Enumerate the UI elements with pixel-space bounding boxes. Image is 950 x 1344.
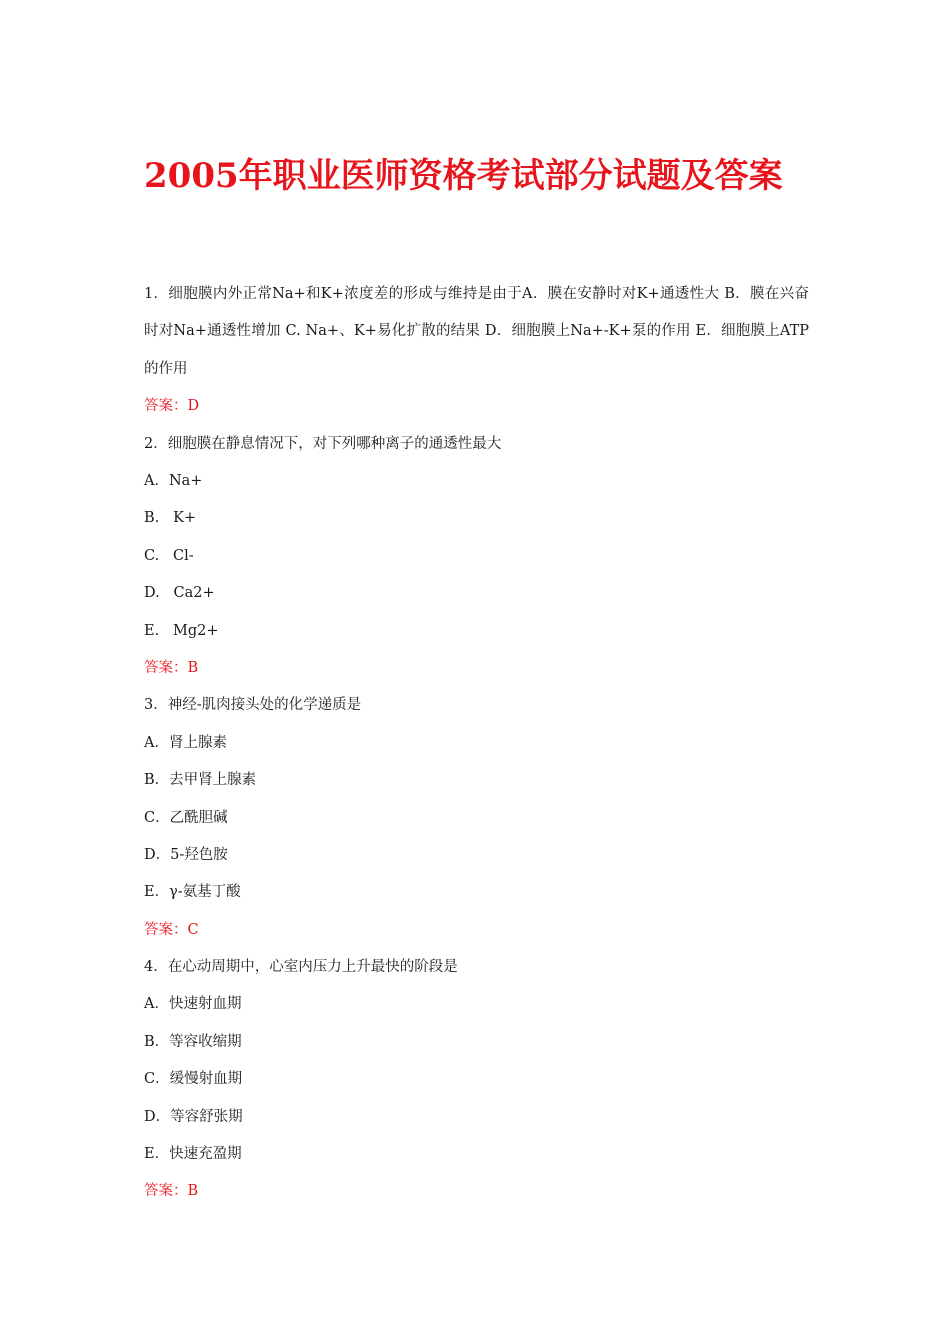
question-list [144, 276, 809, 1211]
option-a: A．肾上腺素 [144, 734, 227, 751]
question-text: 3．神经-肌肉接头处的化学递质是 [144, 697, 362, 714]
option-c: C．乙酰胆碱 [144, 809, 228, 826]
answer-text: 答案：B [144, 659, 199, 676]
question-4 [144, 949, 809, 1211]
option-e: E．γ-氨基丁酸 [144, 884, 241, 901]
question-text: 1．细胞膜内外正常Na+和K+浓度差的形成与维持是由于A．膜在安静时对K+通透性大 B．膜在兴奋时对Na+通透性增加 C. Na+、K+易化扩散的结果 D．细胞膜上Na+-K+泵的作用 E．细胞膜上ATP的作用 [144, 286, 809, 377]
option-b: B．去甲肾上腺素 [144, 772, 257, 789]
option-d: D. Ca2+ [144, 585, 215, 602]
option-d: D．5-羟色胺 [144, 846, 228, 863]
option-e: E. Mg2+ [144, 622, 219, 639]
option-e: E．快速充盈期 [144, 1146, 242, 1163]
option-c: C．缓慢射血期 [144, 1071, 243, 1088]
option-d: D．等容舒张期 [144, 1108, 243, 1125]
answer-text: 答案：D [144, 398, 200, 415]
question-text: 2．细胞膜在静息情况下，对下列哪种离子的通透性最大 [144, 435, 502, 452]
option-b: B．等容收缩期 [144, 1033, 242, 1050]
answer-text: 答案：C [144, 921, 199, 938]
question-text: 4．在心动周期中，心室内压力上升最快的阶段是 [144, 959, 458, 976]
answer-text: 答案：B [144, 1183, 199, 1200]
document-title: 2005年职业医师资格考试部分试题及答案 [144, 156, 783, 196]
question-3 [144, 687, 809, 949]
option-a: A．快速射血期 [144, 996, 242, 1013]
question-2 [144, 426, 809, 688]
option-a: A．Na+ [144, 473, 203, 489]
option-b: B. K+ [144, 510, 197, 527]
question-1 [144, 276, 809, 426]
option-c: C. Cl- [144, 547, 194, 564]
